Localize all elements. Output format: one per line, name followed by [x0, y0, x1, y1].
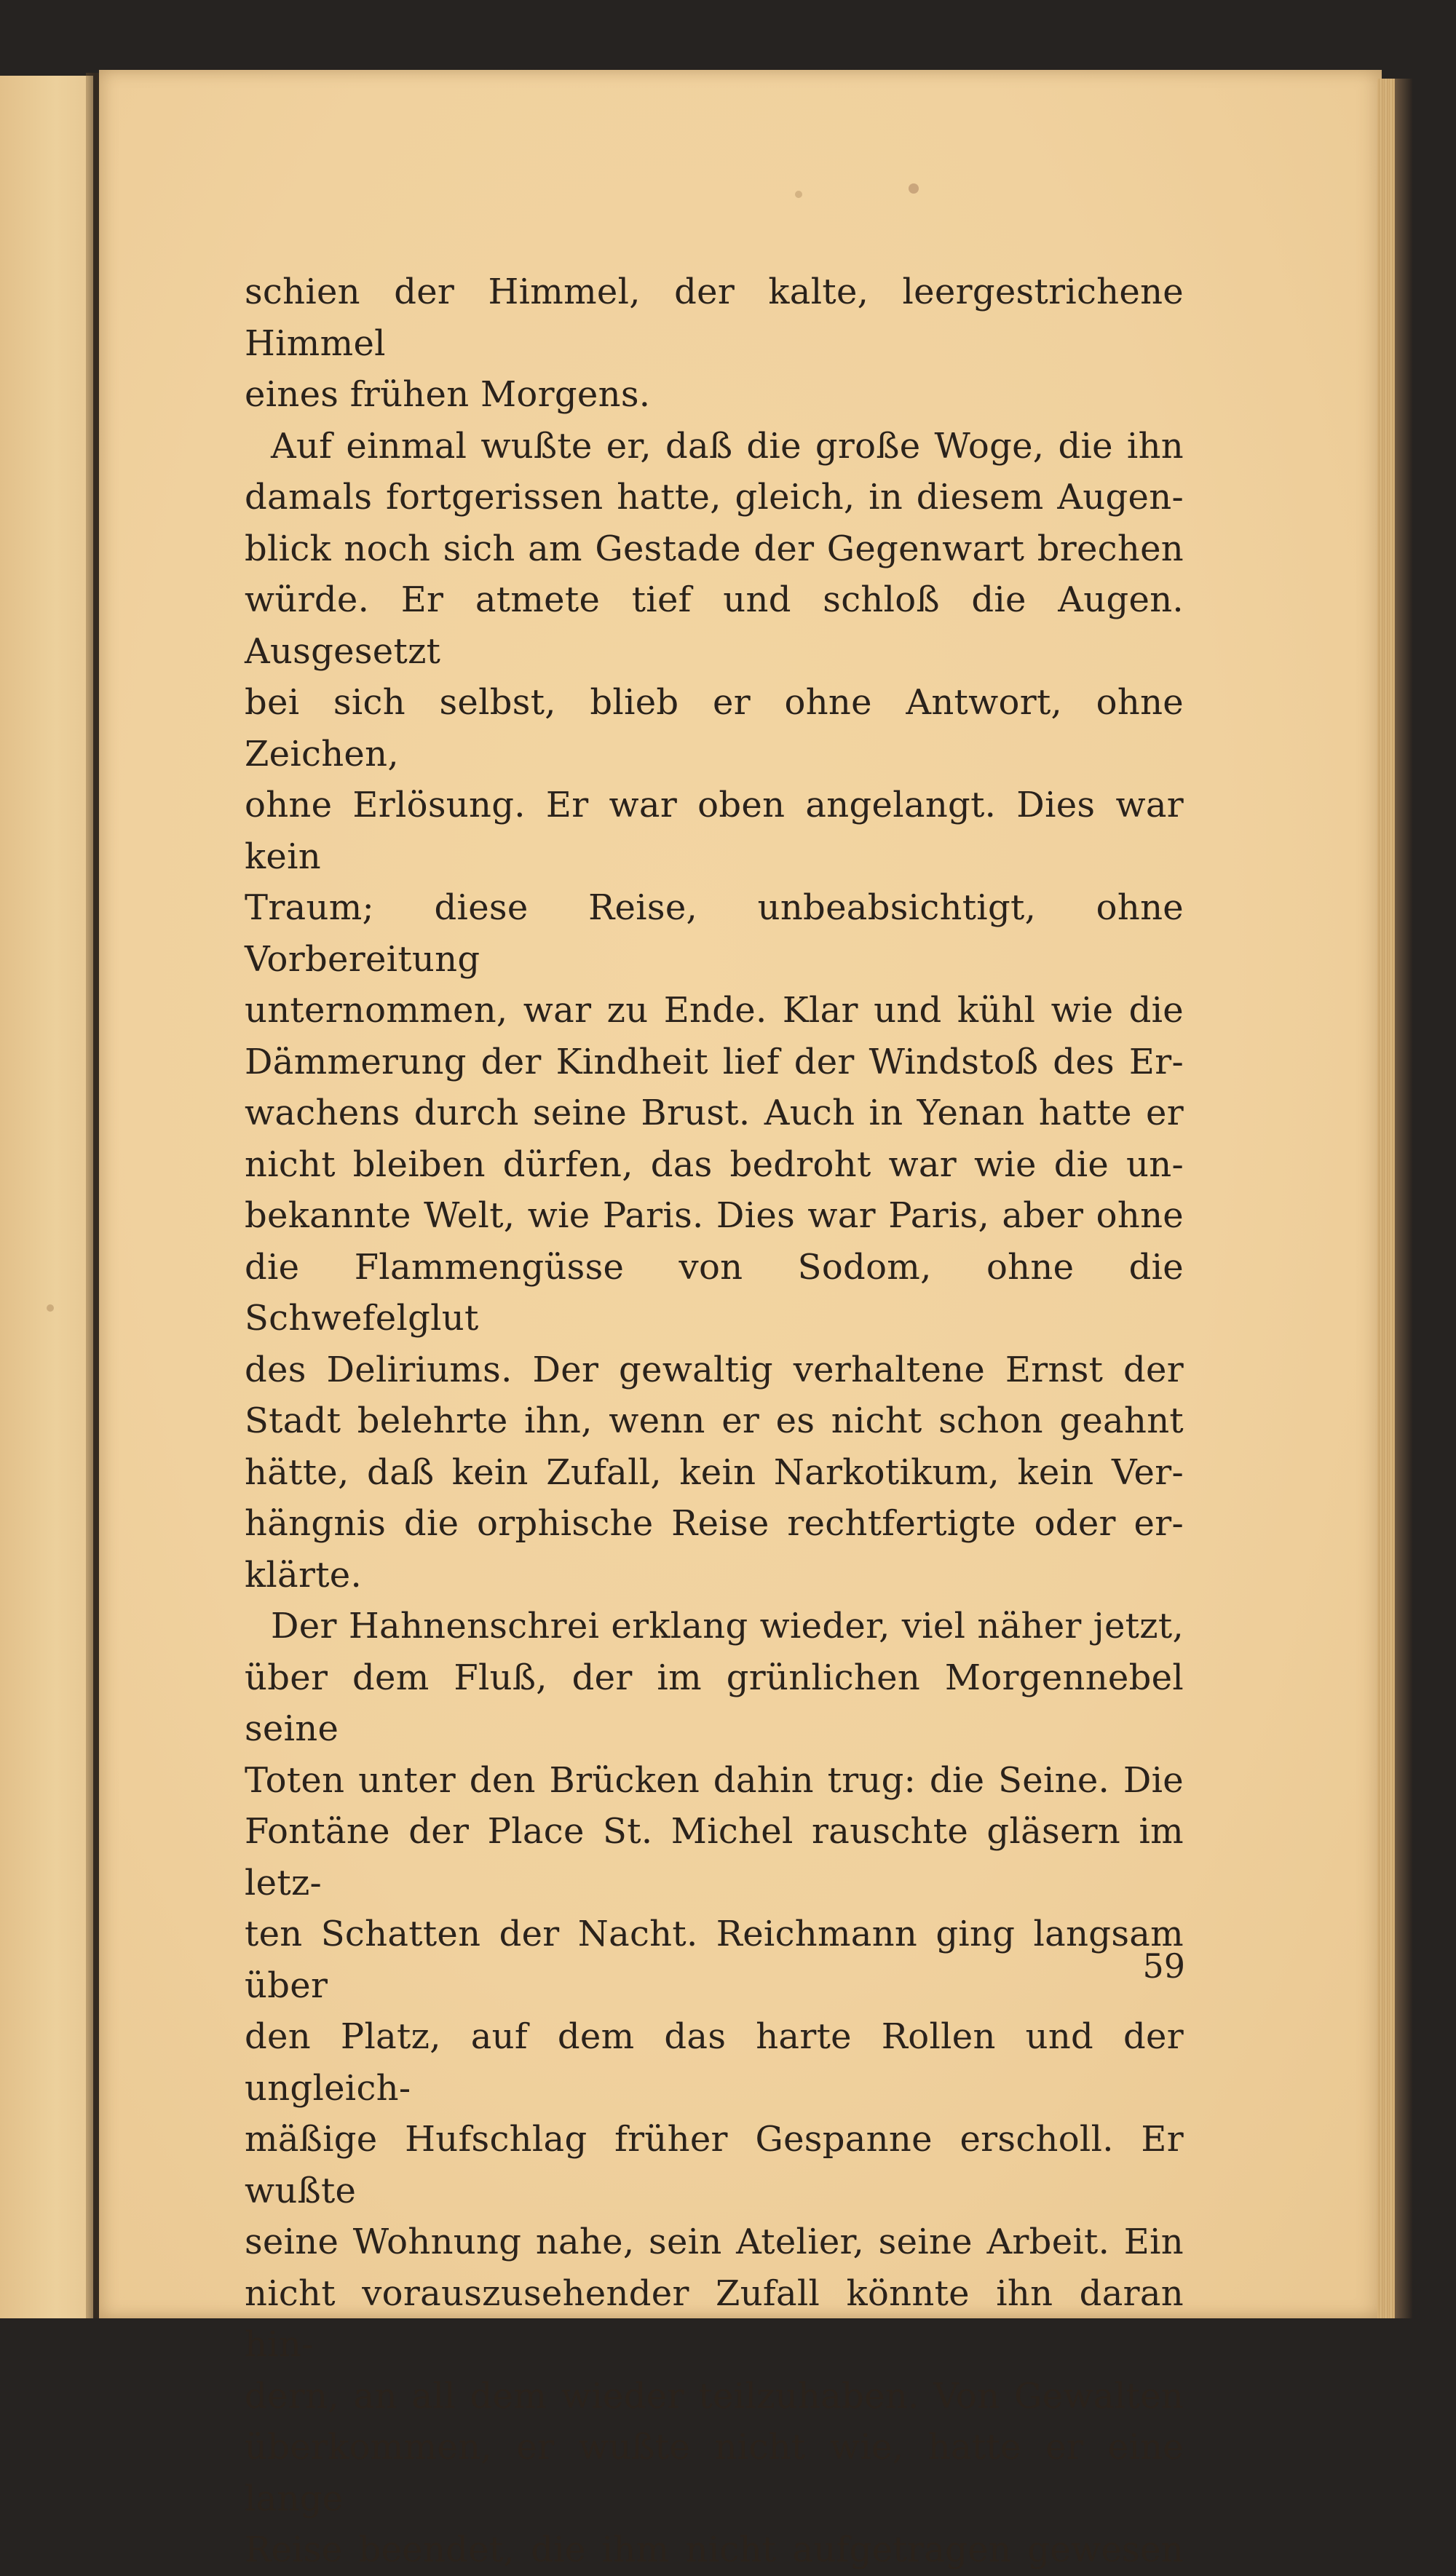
text-line: Der Hahnenschrei erklang wieder, viel näher jetzt, [271, 1606, 1184, 1646]
text-line: die Flammengüsse von Sodom, ohne die Schwefelglut [245, 1246, 1184, 1339]
text-line: des Deliriums. Der gewaltig verhaltene Ernst der [245, 1349, 1184, 1390]
text-line: würde. Er atmete tief und schloß die Augen. Ausgesetzt [245, 579, 1184, 672]
text-line: mäßige Hufschlag früher Gespanne erscholl. Er wußte [245, 2119, 1184, 2211]
paper-speck [909, 183, 919, 194]
text-line: den Platz, auf dem das harte Rollen und der ungleich- [245, 2016, 1184, 2109]
page-block-edge [1377, 79, 1396, 2318]
text-line: Reise beendet, die ihm nicht aufgetragen gewesen [245, 2529, 1184, 2570]
text-line: hätte, daß kein Zufall, kein Narkotikum, kein Ver- [245, 1451, 1184, 1493]
text-line: Dämmerung der Kindheit lief der Windstoß des Er- [245, 1041, 1184, 1082]
text-line: hängnis die orphische Reise rechtfertigte oder er- [245, 1503, 1184, 1544]
paper-speck [47, 1304, 54, 1312]
text-line: dern, an all dem wieder teilzuhaben. Von Gewalten [245, 2375, 1184, 2417]
text-line: über dem Fluß, der im grünlichen Morgennebel seine [245, 1657, 1184, 1749]
text-line: Toten unter den Brücken dahin trug: die Seine. Die [245, 1759, 1184, 1801]
text-line: nicht bleiben dürfen, das bedroht war wie die un- [245, 1144, 1184, 1185]
text-line: Fontäne der Place St. Michel rauschte gläsern im letz- [245, 1811, 1184, 1903]
text-line: seine Wohnung nahe, sein Atelier, seine Arbeit. Ein [245, 2222, 1184, 2262]
text-line: schien der Himmel, der kalte, leergestrichene Himmel [245, 272, 1184, 364]
book-shadow [1395, 79, 1412, 2318]
paragraph-3 [245, 1601, 1184, 2576]
paper-speck [795, 191, 802, 198]
text-line: eines frühen Morgens. [245, 374, 651, 415]
text-line: blick noch sich am Gestade der Gegenwart brechen [245, 528, 1184, 569]
text-line: bei sich selbst, blieb er ohne Antwort, ohne Zeichen, [245, 682, 1184, 774]
text-line: überkommen, er wußte nicht wie, hatte er eine lange [245, 2427, 1184, 2519]
text-line: bekannte Welt, wie Paris. Dies war Paris, aber ohne [245, 1195, 1184, 1236]
text-line: wachens durch seine Brust. Auch in Yenan hatte er [245, 1093, 1184, 1133]
text-line: Stadt belehrte ihn, wenn er es nicht schon geahnt [245, 1400, 1184, 1441]
text-line: Auf einmal wußte er, daß die große Woge, die ihn [271, 425, 1184, 467]
paragraph-1 [245, 266, 1184, 421]
text-line: ten Schatten der Nacht. Reichmann ging langsam über [245, 1914, 1184, 2006]
body-text [245, 266, 1184, 2576]
page-number: 59 [1142, 1946, 1185, 1986]
text-line: klärte. [245, 1554, 363, 1596]
text-line: Traum; diese Reise, unbeabsichtigt, ohne Vorbereitung [245, 887, 1184, 980]
previous-page-edge [0, 76, 93, 2318]
text-line: ohne Erlösung. Er war oben angelangt. Dies war kein [245, 785, 1184, 877]
text-line: nicht vorauszusehender Zufall könnte ihn daran hin- [245, 2272, 1184, 2365]
text-line: damals fortgerissen hatte, gleich, in diesem Augen- [245, 477, 1184, 518]
text-line: unternommen, war zu Ende. Klar und kühl wie die [245, 990, 1184, 1031]
paragraph-2 [245, 421, 1184, 1601]
